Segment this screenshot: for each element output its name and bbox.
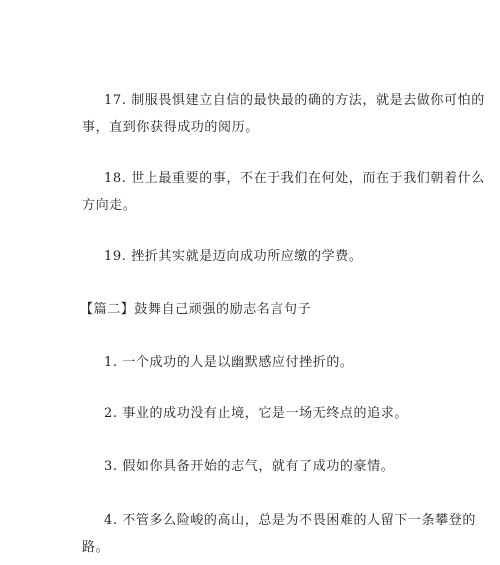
paragraph-2: [104, 400, 408, 427]
section-heading: [80, 296, 311, 323]
paragraph-line: 方向走。: [82, 198, 137, 213]
paragraph-line: 事，直到你获得成功的阅历。: [82, 120, 259, 135]
paragraph-17: [82, 87, 485, 141]
paragraph-19: [104, 243, 362, 270]
paragraph-18: [82, 165, 485, 219]
paragraph-line: 4. 不管多么险峻的高山，总是为不畏困难的人留下一条攀登的: [104, 513, 476, 528]
paragraph-line: 17. 制服畏惧建立自信的最快最的确的方法，就是去做你可怕的: [104, 93, 485, 108]
paragraph-line: 1. 一个成功的人是以幽默感应付挫折的。: [104, 355, 354, 370]
paragraph-line: 路。: [82, 540, 110, 555]
paragraph-line: 3. 假如你具备开始的志气，就有了成功的豪情。: [104, 459, 395, 474]
heading-text: 【篇二】鼓舞自己顽强的励志名言句子: [80, 302, 312, 317]
paragraph-line: 19. 挫折其实就是迈向成功所应缴的学费。: [104, 249, 363, 264]
paragraph-1: [104, 349, 354, 376]
paragraph-line: 18. 世上最重要的事，不在于我们在何处，而在于我们朝着什么: [104, 171, 485, 186]
paragraph-4: [82, 507, 476, 561]
paragraph-3: [104, 453, 394, 480]
paragraph-line: 2. 事业的成功没有止境，它是一场无终点的追求。: [104, 406, 408, 421]
